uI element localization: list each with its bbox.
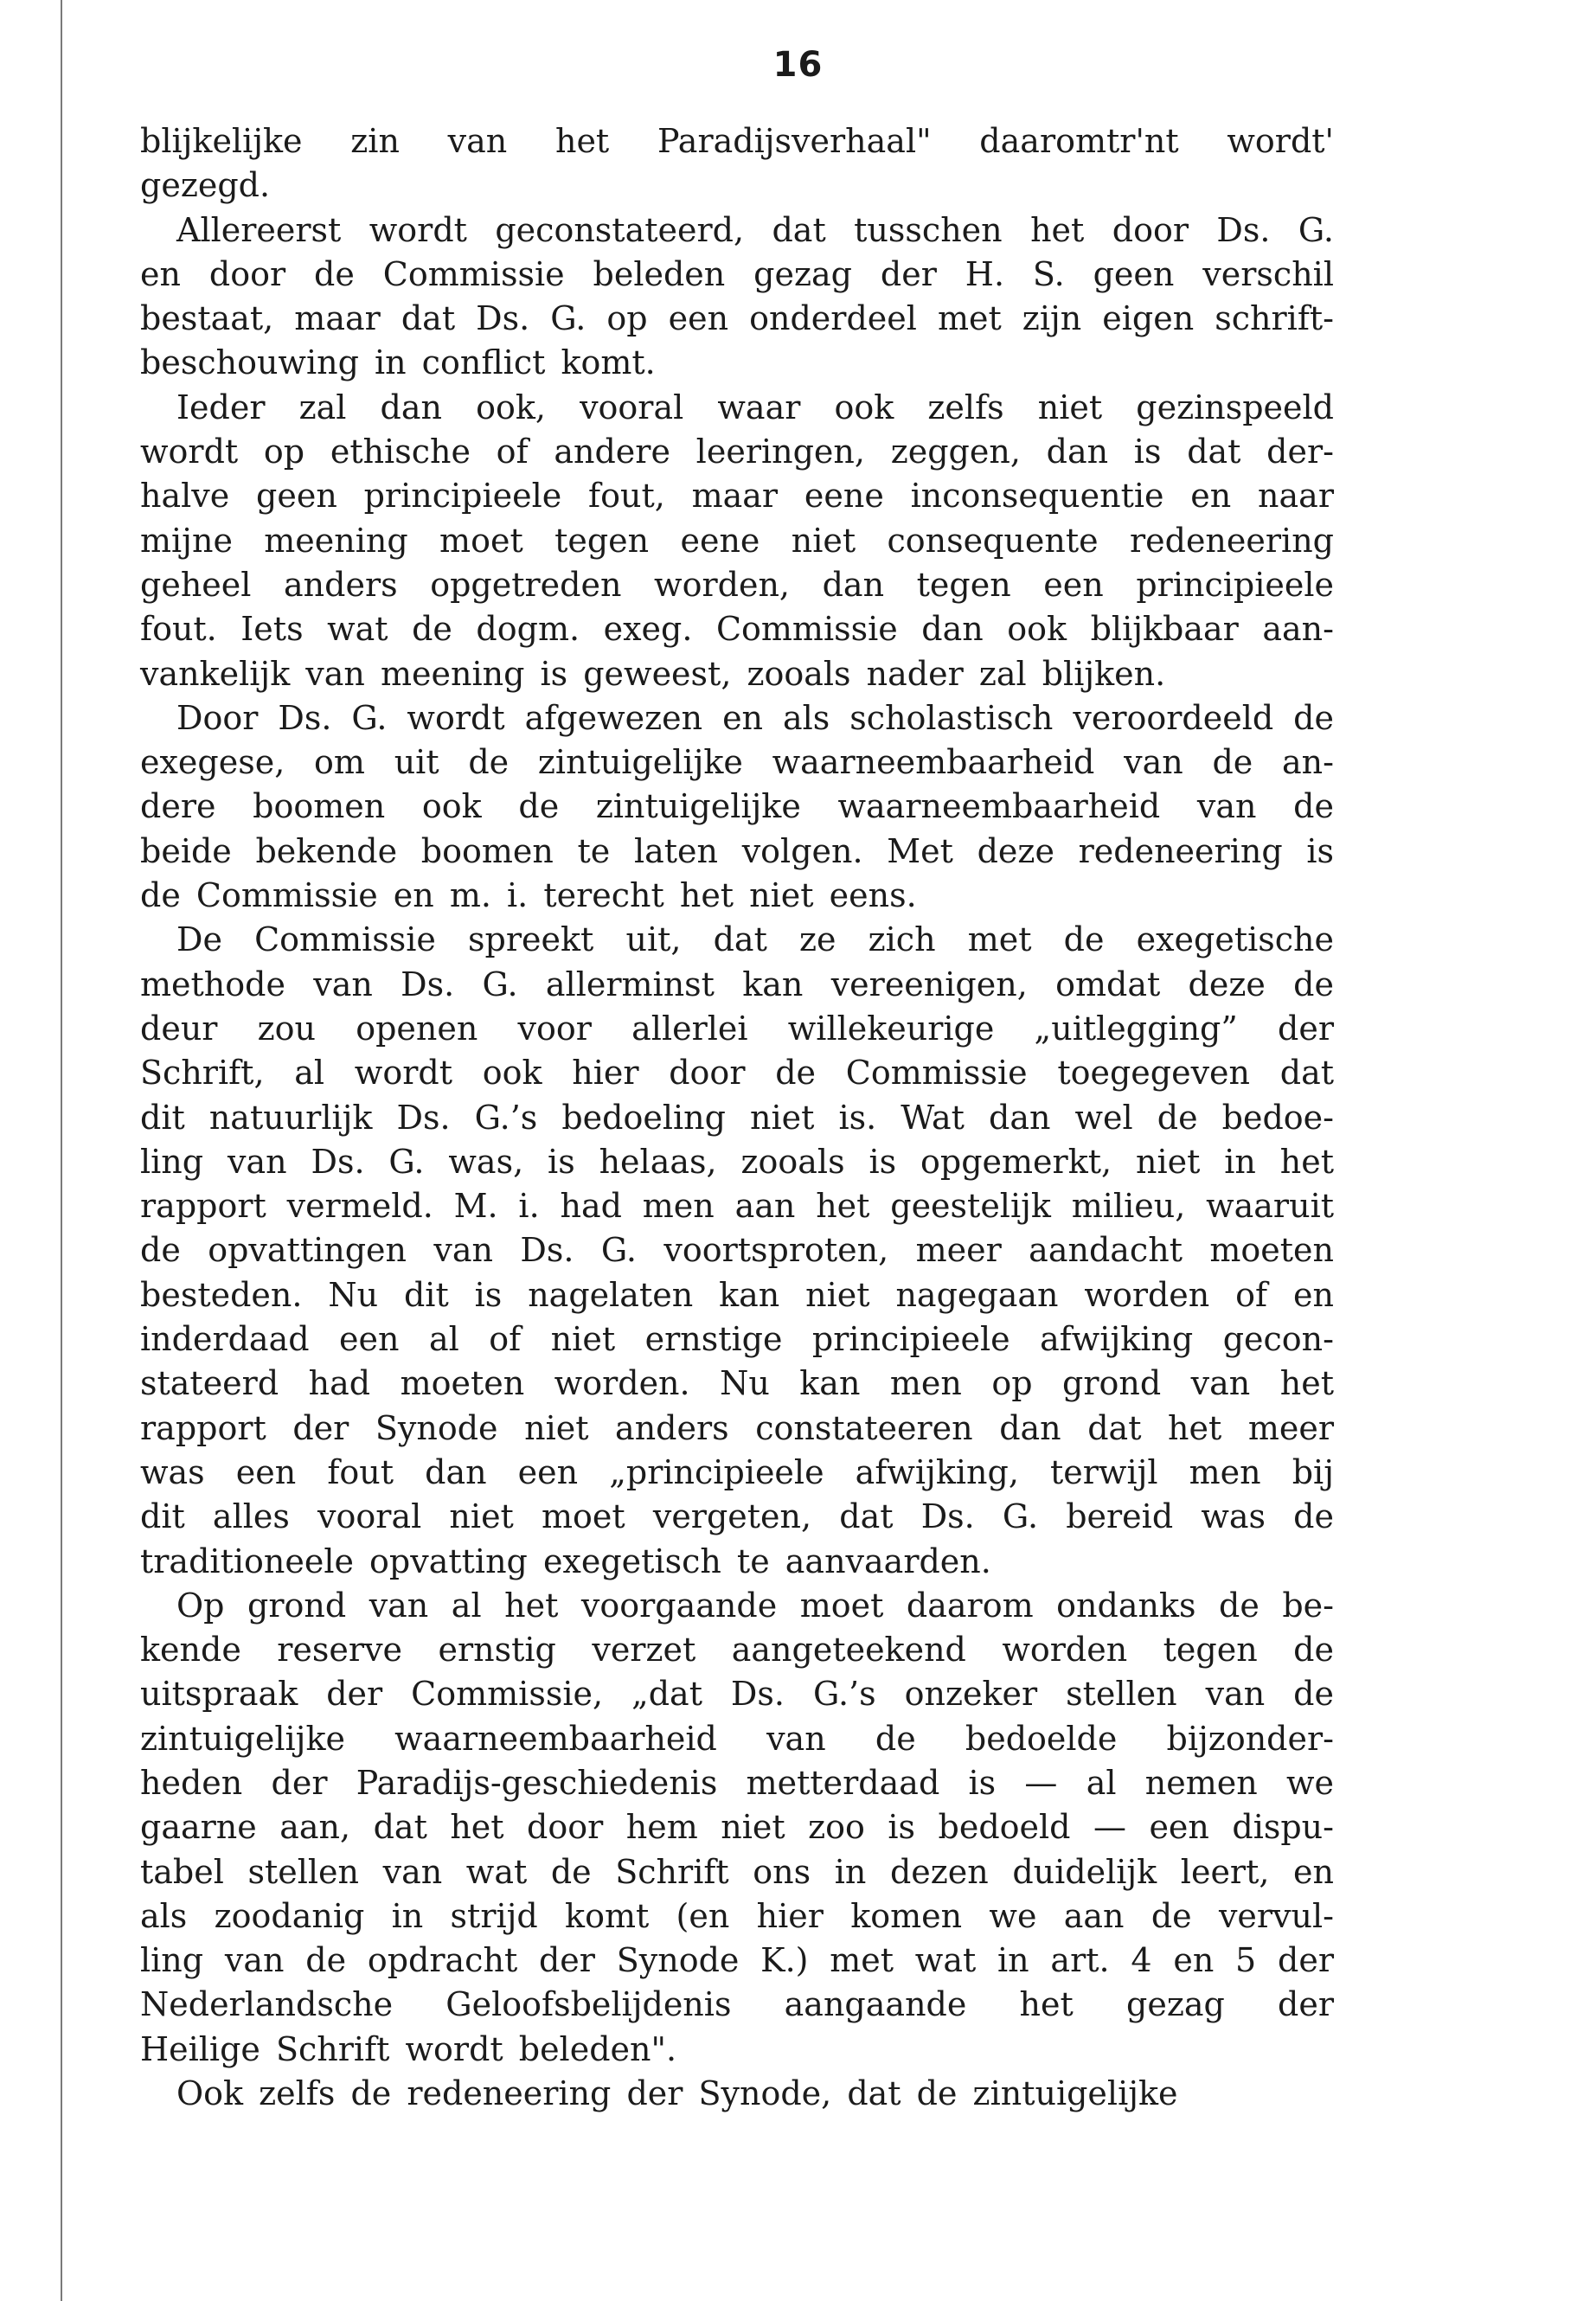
text-line: Nederlandsche Geloofsbelijdenis aangaande het gezag der: [140, 1985, 1334, 2024]
text-line: ling van Ds. G. was, is helaas, zooals is opgemerkt, niet in het: [140, 1142, 1334, 1181]
paragraph: [140, 208, 1334, 386]
paragraph: [140, 696, 1334, 918]
text-line: beschouwing in conflict komt.: [140, 343, 656, 382]
text-line: ling van de opdracht der Synode K.) met wat in art. 4 en 5 der: [140, 1941, 1334, 1980]
text-line: de opvattingen van Ds. G. voortsproten, meer aandacht moeten: [140, 1231, 1334, 1270]
text-line: besteden. Nu dit is nagelaten kan niet nagegaan worden of en: [140, 1275, 1334, 1314]
text-line: rapport vermeld. M. i. had men aan het geestelijk milieu, waaruit: [140, 1187, 1334, 1226]
text-line: methode van Ds. G. allerminst kan vereenigen, omdat deze de: [140, 965, 1334, 1003]
paragraph: [140, 386, 1334, 696]
text-line: exegese, om uit de zintuigelijke waarneembaarheid van de an-: [140, 743, 1334, 782]
scan-edge-shadow: [61, 0, 62, 2301]
text-line: deur zou openen voor allerlei willekeurige „uitlegging” der: [140, 1009, 1334, 1048]
text-line: de Commissie en m. i. terecht het niet eens.: [140, 876, 917, 915]
text-line: stateerd had moeten worden. Nu kan men op grond van het: [140, 1364, 1334, 1403]
body-text: [140, 119, 1334, 2116]
paragraph: [140, 918, 1334, 1583]
text-line: Ieder zal dan ook, vooral waar ook zelfs niet gezinspeeld: [176, 388, 1334, 426]
text-line: kende reserve ernstig verzet aangeteekend worden tegen de: [140, 1631, 1334, 1670]
text-line: Heilige Schrift wordt beleden".: [140, 2029, 677, 2068]
text-line: vankelijk van meening is geweest, zooals nader zal blijken.: [140, 654, 1166, 693]
text-line: rapport der Synode niet anders constateeren dan dat het meer: [140, 1408, 1334, 1447]
text-line: traditioneele opvatting exegetisch te aanvaarden.: [140, 1541, 991, 1580]
page-number: 16: [772, 45, 824, 85]
text-line: beide bekende boomen te laten volgen. Met deze redeneering is: [140, 831, 1334, 870]
text-line: bestaat, maar dat Ds. G. op een onderdeel met zijn eigen schrift-: [140, 299, 1334, 338]
text-line: wordt op ethische of andere leeringen, zeggen, dan is dat der-: [140, 433, 1334, 471]
text-line: Schrift, al wordt ook hier door de Commissie toegegeven dat: [140, 1054, 1334, 1093]
text-line: Op grond van al het voorgaande moet daarom ondanks de be-: [176, 1586, 1334, 1625]
text-line: fout. Iets wat de dogm. exeg. Commissie dan ook blijkbaar aan-: [140, 610, 1334, 649]
text-line: tabel stellen van wat de Schrift ons in dezen duidelijk leert, en: [140, 1852, 1334, 1891]
text-line: was een fout dan een „principieele afwijking, terwijl men bij: [140, 1452, 1334, 1491]
paragraph: [140, 1584, 1334, 2072]
text-line: heden der Paradijs-geschiedenis metterdaad is — al nemen we: [140, 1763, 1334, 1802]
text-line: en door de Commissie beleden gezag der H. S. geen verschil: [140, 254, 1334, 293]
text-line: inderdaad een al of niet ernstige principieele afwijking gecon-: [140, 1320, 1334, 1359]
text-line: gezegd.: [140, 166, 271, 205]
text-line: De Commissie spreekt uit, dat ze zich met de exegetische: [176, 920, 1334, 959]
text-line: als zoodanig in strijd komt (en hier komen we aan de vervul-: [140, 1896, 1334, 1935]
text-line: geheel anders opgetreden worden, dan tegen een principieele: [140, 565, 1334, 604]
text-line: dere boomen ook de zintuigelijke waarneembaarheid van de: [140, 787, 1334, 826]
text-line: dit alles vooral niet moet vergeten, dat Ds. G. bereid was de: [140, 1497, 1334, 1536]
paragraph: [140, 2072, 1334, 2116]
text-line: Allereerst wordt geconstateerd, dat tusschen het door Ds. G.: [176, 210, 1334, 249]
text-line: blijkelijke zin van het Paradijsverhaal" daaromtr'nt wordt': [140, 122, 1334, 160]
text-line: Door Ds. G. wordt afgewezen en als scholastisch veroordeeld de: [176, 698, 1334, 737]
text-line: gaarne aan, dat het door hem niet zoo is bedoeld — een dispu-: [140, 1808, 1334, 1847]
paragraph: [140, 119, 1334, 208]
text-line: uitspraak der Commissie, „dat Ds. G.’s onzeker stellen van de: [140, 1675, 1334, 1714]
text-line: mijne meening moet tegen eene niet consequente redeneering: [140, 521, 1334, 560]
text-line: dit natuurlijk Ds. G.’s bedoeling niet is. Wat dan wel de bedoe-: [140, 1098, 1334, 1137]
text-line: Ook zelfs de redeneering der Synode, dat de zintuigelijke: [176, 2074, 1178, 2113]
text-line: halve geen principieele fout, maar eene inconsequentie en naar: [140, 477, 1334, 516]
text-line: zintuigelijke waarneembaarheid van de bedoelde bijzonder-: [140, 1719, 1334, 1758]
